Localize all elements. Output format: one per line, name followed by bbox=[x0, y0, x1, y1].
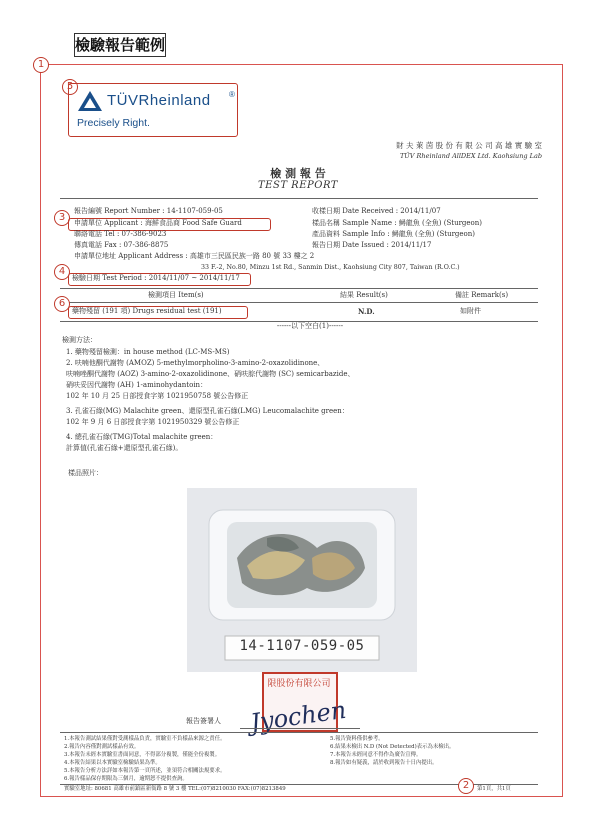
method-line: 102 年 10 月 25 日部授食字第 1021950758 號公告修正 bbox=[66, 392, 249, 400]
note-line: 1.本報告測試結果僅對受測樣品負責，實驗室不負樣品來源之責任。 bbox=[64, 736, 226, 742]
lab-name-en: TÜV Rheinland AllDEX Ltd. Kaohsiung Lab bbox=[399, 152, 542, 160]
brand-name: TÜVRheinland bbox=[107, 92, 211, 109]
header-divider bbox=[60, 198, 538, 199]
note-line: 6.報告樣品保存期限為三個月，逾期恕不提供查詢。 bbox=[64, 776, 188, 782]
signature-line bbox=[240, 728, 360, 729]
field-fax bbox=[74, 241, 324, 250]
sample-photo-label: 樣品照片： bbox=[68, 469, 103, 477]
report-title-en: TEST REPORT bbox=[258, 180, 338, 191]
method-line: 呋喃唑酮代謝物 (AOZ) 3-amino-2-oxazolidinone、硝呋腙代謝物 (SC) semicarbazide、 bbox=[66, 370, 355, 378]
method-line: 3. 孔雀石綠(MG) Malachite green、還原型孔雀石綠(LMG) Leucomalachite green： bbox=[66, 407, 349, 415]
method-line: 102 年 9 月 6 日部授食字第 1021950329 號公告修正 bbox=[66, 418, 240, 426]
method-line: 計算值(孔雀石綠+還原型孔雀石綠)。 bbox=[66, 444, 183, 452]
field-report-number bbox=[74, 207, 324, 216]
table-top-rule bbox=[60, 288, 538, 289]
note-line: 5.報告資料僅供參考。 bbox=[330, 736, 384, 742]
marker-6: 6 bbox=[54, 296, 70, 312]
field-value: 鱘龍魚 (全魚) (Sturgeon) bbox=[398, 219, 482, 227]
note-line: 3.本報告未經本實驗室書面同意，不得部分複製，僅能全份複製。 bbox=[64, 752, 221, 758]
field-applicant bbox=[74, 219, 324, 228]
marker-5: 5 bbox=[62, 79, 78, 95]
tuv-triangle-icon bbox=[77, 90, 103, 112]
tuv-logo bbox=[68, 83, 238, 137]
note-line: 4.本報告結果以本實驗室檢驗結果為準。 bbox=[64, 760, 161, 766]
table-header-remark: 備註 Remark(s) bbox=[455, 291, 509, 299]
note-line: 8.報告如有疑義，請於收到報告十日內提出。 bbox=[330, 760, 438, 766]
field-label: 檢驗日期 Test Period : bbox=[72, 274, 149, 282]
note-line: 2.報告內容僅對測試樣品有效。 bbox=[64, 744, 140, 750]
field-address bbox=[74, 252, 384, 261]
field-value: 2014/11/17 bbox=[391, 241, 432, 249]
field-label: 產品資料 Sample Info : bbox=[312, 230, 392, 238]
field-sample-info bbox=[312, 230, 542, 239]
method-line: 2. 呋喃他酮代謝物 (AMOZ) 5-methylmorpholino-3-amino-2-oxazolidinone、 bbox=[66, 359, 325, 367]
field-date-issued bbox=[312, 241, 542, 250]
field-label: 申請單位地址 Applicant Address : bbox=[74, 252, 190, 260]
field-value: 高雄市三民區民族一路 80 號 33 樓之 2 bbox=[189, 252, 315, 260]
end-of-table-line: ------以下空白(1)------ bbox=[276, 322, 344, 330]
notes-top-rule bbox=[60, 732, 538, 733]
field-value: 07-386-8875 bbox=[123, 241, 169, 249]
marker-1: 1 bbox=[33, 57, 49, 73]
footer-address: 實驗室地址: 80681 高雄市前鎮區新衙路 8 號 3 樓 TEL:(07)8210030 FAX:(07)8213849 bbox=[64, 786, 286, 792]
field-sample-name bbox=[312, 219, 542, 228]
field-value: 14-1107-059-05 bbox=[166, 207, 223, 215]
lab-name-zh: 財 夫 萊 茵 股 份 有 限 公 司 高 雄 實 驗 室 bbox=[396, 141, 542, 150]
registered-mark: ® bbox=[229, 90, 235, 99]
marker-3: 3 bbox=[54, 210, 70, 226]
note-line: 7.本報告未經同意不得作為廣告宣傳。 bbox=[330, 752, 422, 758]
signatory-label: 報告簽署人 bbox=[186, 717, 221, 725]
report-title-zh: 檢 測 報 告 bbox=[270, 167, 326, 180]
field-value: 07-386-9023 bbox=[121, 230, 167, 238]
marker-2: 2 bbox=[458, 778, 474, 794]
field-value: 2014/11/07 ~ 2014/11/17 bbox=[148, 274, 240, 282]
field-tel bbox=[74, 230, 324, 239]
note-line: 6.結果未檢出 N.D (Not Detected)表示為未檢出。 bbox=[330, 744, 455, 750]
sample-photo bbox=[187, 488, 417, 672]
field-label: 傳真電話 Fax : bbox=[74, 241, 124, 249]
marker-4: 4 bbox=[54, 264, 70, 280]
methods-title: 檢測方法： bbox=[62, 336, 97, 344]
handwritten-signature: Jyochen bbox=[248, 695, 348, 737]
table-header-result: 結果 Result(s) bbox=[340, 291, 388, 299]
sample-code-label: 14-1107-059-05 bbox=[239, 638, 365, 654]
table-cell-remark: 如附件 bbox=[460, 307, 481, 315]
page-heading: 檢驗報告範例 bbox=[74, 33, 166, 57]
field-value: 海鮮食品商 Food Safe Guard bbox=[144, 219, 242, 227]
field-label: 報告編號 Report Number : bbox=[74, 207, 167, 215]
note-line: 5.本報告分析方法詳如本報告第一頁所述，並須符合相關法規要求。 bbox=[64, 768, 226, 774]
page-number: 第1頁，共1頁 bbox=[477, 786, 511, 792]
field-test-period bbox=[72, 274, 272, 283]
field-label: 報告日期 Date Issued : bbox=[312, 241, 392, 249]
field-value: 鱘龍魚 (全魚) (Sturgeon) bbox=[391, 230, 475, 238]
brand-tagline: Precisely Right. bbox=[77, 117, 150, 129]
field-label: 聯絡電話 Tel : bbox=[74, 230, 122, 238]
table-cell-item: 藥物殘留 (191 項) Drugs residual test (191) bbox=[72, 307, 222, 315]
method-line: 4. 總孔雀石綠(TMG)Total malachite green： bbox=[66, 433, 218, 441]
table-header-rule bbox=[60, 302, 538, 303]
field-value: 2014/11/07 bbox=[400, 207, 441, 215]
method-line: 1. 藥物殘留檢測：in house method (LC-MS-MS) bbox=[66, 348, 230, 356]
field-label: 收樣日期 Date Received : bbox=[312, 207, 401, 215]
field-date-received bbox=[312, 207, 542, 216]
table-cell-result: N.D. bbox=[358, 307, 375, 316]
method-line: 硝呋妥因代謝物 (AH) 1-aminohydantoin： bbox=[66, 381, 208, 389]
address-en: 33 F.-2, No.80, Minzu 1st Rd., Sanmin Dist., Kaohsiung City 807, Taiwan (R.O.C.) bbox=[201, 264, 460, 271]
table-header-item: 檢測項目 Item(s) bbox=[148, 291, 204, 299]
seal-text: 限股份有限公司 bbox=[267, 679, 331, 689]
field-label: 樣品名稱 Sample Name : bbox=[312, 219, 399, 227]
field-label: 申請單位 Applicant : bbox=[74, 219, 145, 227]
